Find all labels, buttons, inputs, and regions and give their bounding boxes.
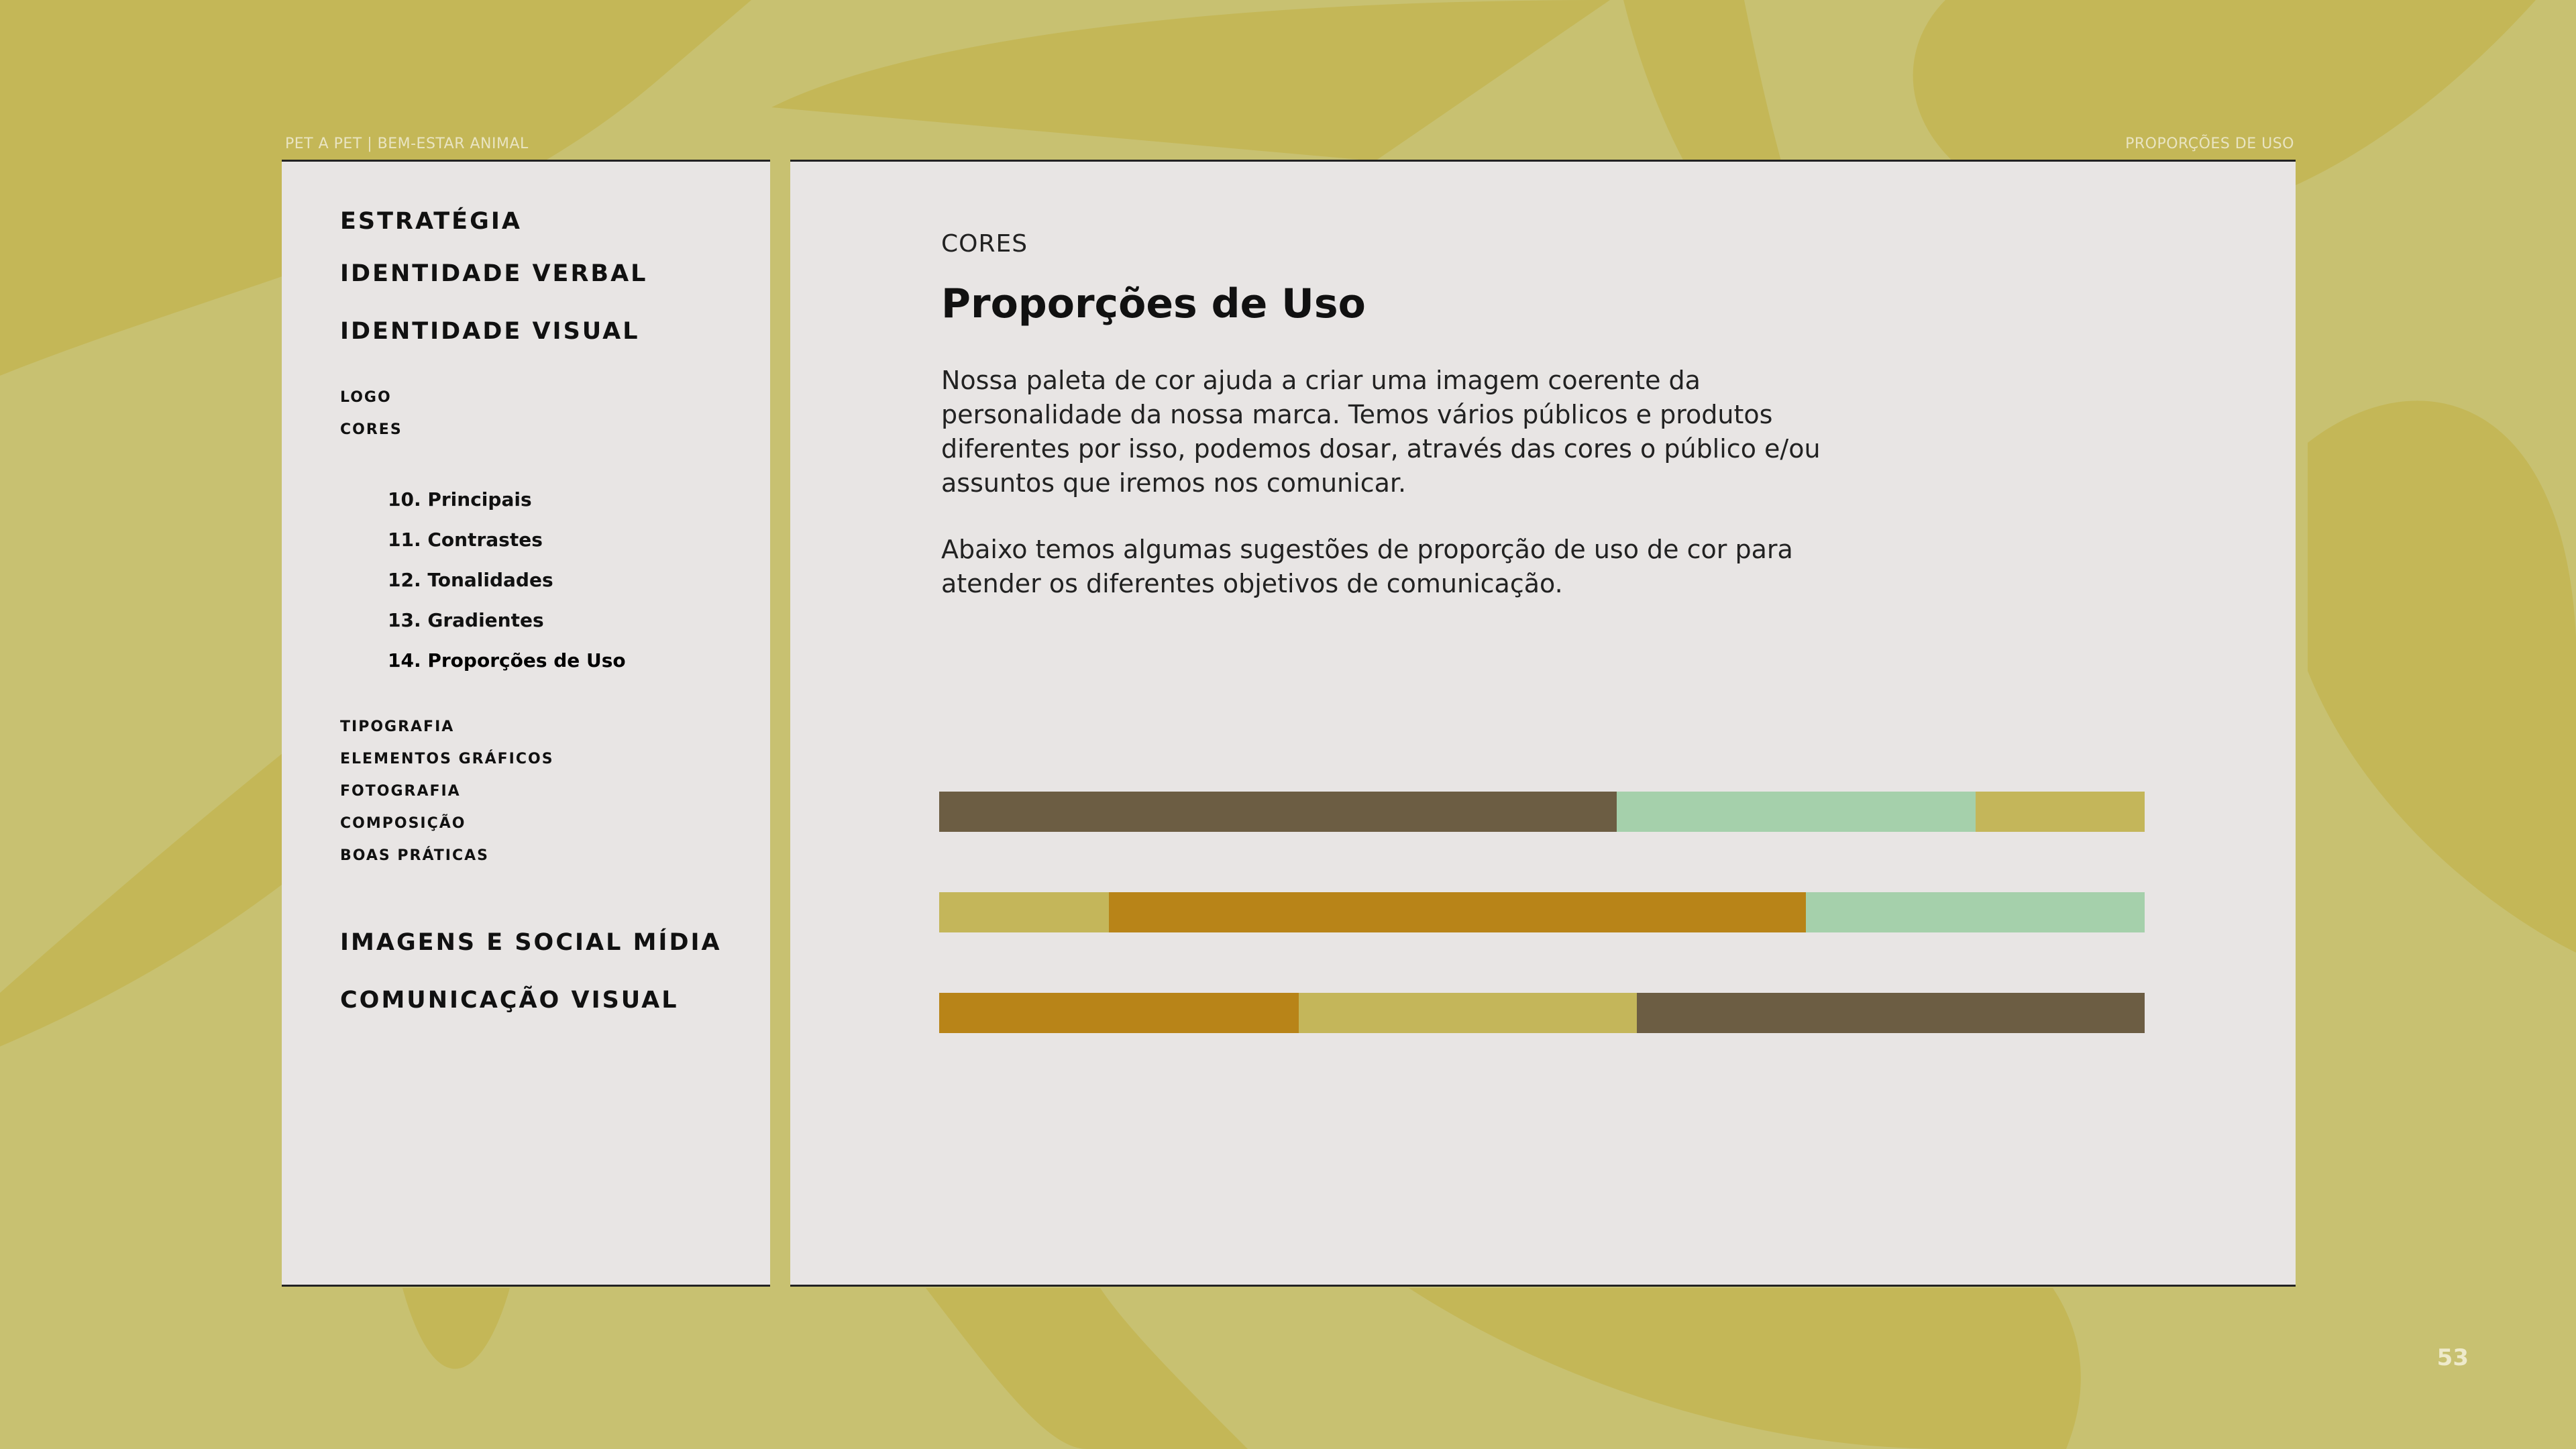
nav-contrastes[interactable]: 11. Contrastes — [388, 529, 543, 551]
bar-segment — [1299, 993, 1638, 1033]
nav-proporcoes-de-uso[interactable]: 14. Proporções de Uso — [388, 649, 626, 672]
bar-segment — [939, 892, 1109, 932]
bar-segment — [1637, 993, 2145, 1033]
proportion-bar-1 — [939, 792, 2145, 832]
section-eyebrow: CORES — [941, 230, 1028, 258]
main-panel — [790, 160, 2296, 1287]
nav-logo[interactable]: LOGO — [340, 389, 392, 406]
proportion-bar-2 — [939, 892, 2145, 932]
bar-segment — [1806, 892, 2145, 932]
nav-elementos-graficos[interactable]: ELEMENTOS GRÁFICOS — [340, 751, 554, 767]
nav-cores[interactable]: CORES — [340, 421, 402, 438]
bar-segment — [939, 993, 1299, 1033]
nav-tonalidades[interactable]: 12. Tonalidades — [388, 569, 553, 591]
suggestion-paragraph: Abaixo temos algumas sugestões de proporção de uso de cor para atender os diferentes objetivos de comunicação. — [941, 535, 1793, 598]
nav-imagens-social-midia[interactable]: IMAGENS E SOCIAL MÍDIA — [340, 929, 722, 956]
nav-tipografia[interactable]: TIPOGRAFIA — [340, 718, 455, 735]
running-head-left: PET A PET | BEM-ESTAR ANIMAL — [285, 136, 529, 152]
nav-principais[interactable]: 10. Principais — [388, 488, 532, 511]
bar-segment — [1617, 792, 1976, 832]
nav-fotografia[interactable]: FOTOGRAFIA — [340, 783, 461, 800]
page-number: 53 — [2436, 1344, 2469, 1371]
nav-estrategia[interactable]: ESTRATÉGIA — [340, 208, 522, 235]
nav-identidade-verbal[interactable]: IDENTIDADE VERBAL — [340, 260, 648, 287]
bar-segment — [1109, 892, 1806, 932]
bar-segment — [1976, 792, 2145, 832]
nav-identidade-visual[interactable]: IDENTIDADE VISUAL — [340, 318, 640, 345]
page-title: Proporções de Uso — [941, 280, 1366, 327]
nav-boas-praticas[interactable]: BOAS PRÁTICAS — [340, 847, 490, 864]
running-head-right: PROPORÇÕES DE USO — [2125, 136, 2294, 152]
proportion-bars — [939, 792, 2145, 1034]
proportion-bar-3 — [939, 993, 2145, 1033]
intro-paragraph: Nossa paleta de cor ajuda a criar uma imagem coerente da personalidade da nossa marca. Temos vários públicos e produtos diferentes por isso, podemos dosar, através das cores o público e/ou assuntos que iremos nos comunicar. — [941, 366, 1821, 498]
nav-composicao[interactable]: COMPOSIÇÃO — [340, 815, 466, 832]
bar-segment — [939, 792, 1617, 832]
nav-comunicacao-visual[interactable]: COMUNICAÇÃO VISUAL — [340, 987, 679, 1014]
nav-gradientes[interactable]: 13. Gradientes — [388, 609, 544, 631]
